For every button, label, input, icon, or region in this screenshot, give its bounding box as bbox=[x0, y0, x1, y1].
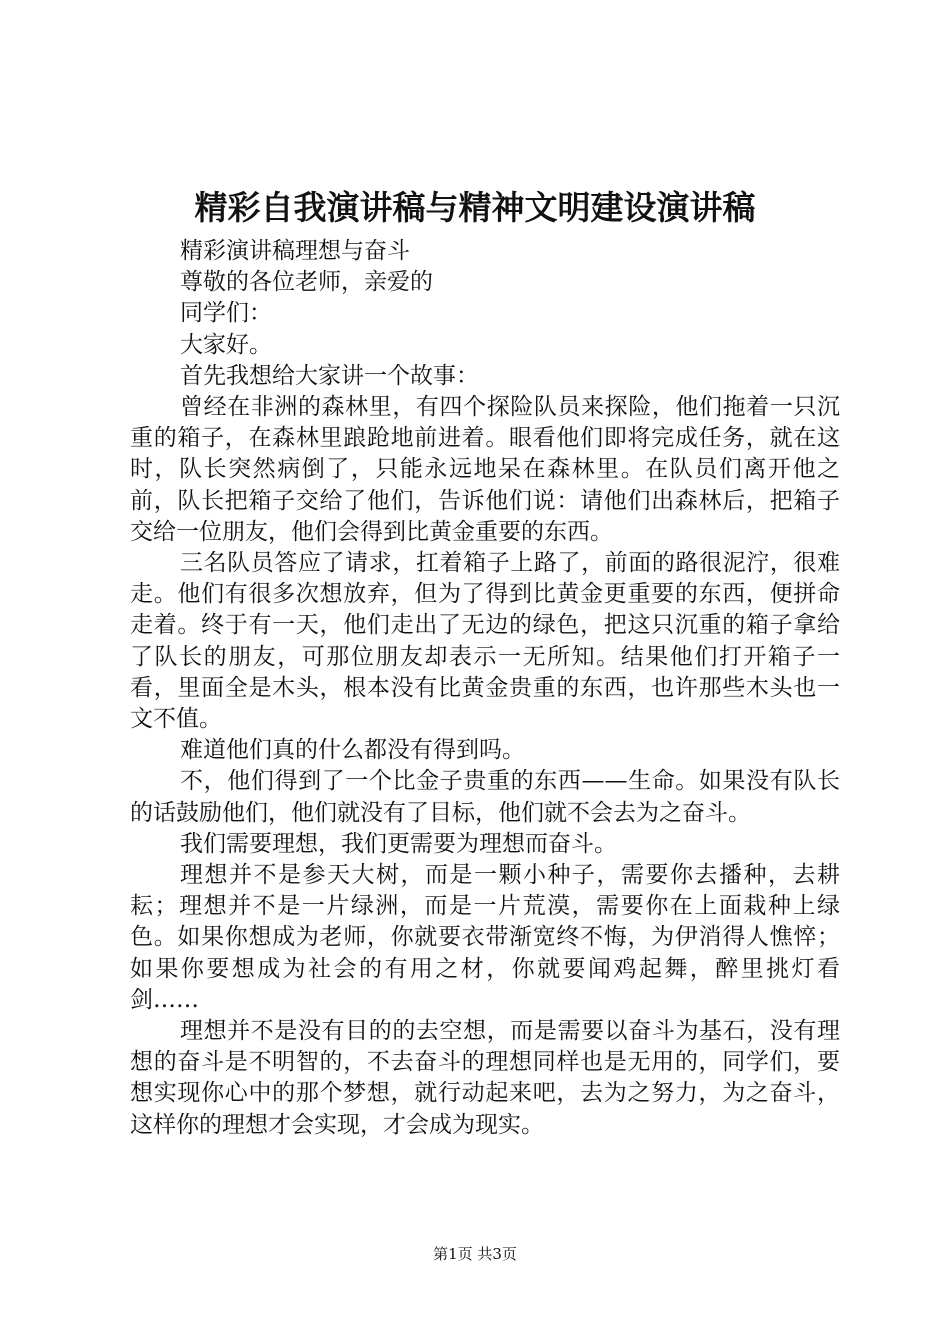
paragraph-answer: 不，他们得到了一个比金子贵重的东西——生命。如果没有队长的话鼓励他们，他们就没有了目标，他们就不会去为之奋斗。 bbox=[130, 768, 840, 826]
paragraph-greeting: 大家好。 bbox=[180, 331, 272, 358]
paragraph-ideal-2: 理想并不是没有目的的去空想，而是需要以奋斗为基石，没有理想的奋斗是不明智的，不去奋斗的理想同样也是无用的，同学们，要想实现你心中的那个梦想，就行动起来吧，去为之努力，为之奋斗，这样你的理想才会实现，才会成为现实。 bbox=[130, 1018, 840, 1138]
paragraph-salutation-cont: 同学们： bbox=[180, 300, 272, 327]
paragraph-question: 难道他们真的什么都没有得到吗。 bbox=[180, 737, 525, 764]
paragraph-ideal-1: 理想并不是参天大树，而是一颗小种子，需要你去播种，去耕耘；理想并不是一片绿洲，而是一片荒漠，需要你在上面栽种上绿色。如果你想成为老师，你就要衣带渐宽终不悔，为伊消得人憔悴；如果你要想成为社会的有用之材，你就要闻鸡起舞，醉里挑灯看剑…… bbox=[130, 862, 840, 1013]
paragraph-intro: 首先我想给大家讲一个故事： bbox=[180, 362, 479, 389]
paragraph-story-1: 曾经在非洲的森林里，有四个探险队员来探险，他们拖着一只沉重的箱子，在森林里踉跄地前进着。眼看他们即将完成任务，就在这时，队长突然病倒了，只能永远地呆在森林里。在队员们离开他之前，队长把箱子交给了他们，告诉他们说：请他们出森林后，把箱子交给一位朋友，他们会得到比黄金重要的东西。 bbox=[130, 394, 840, 545]
document-title: 精彩自我演讲稿与精神文明建设演讲稿 bbox=[194, 188, 756, 227]
paragraph-salutation: 尊敬的各位老师，亲爱的 bbox=[180, 269, 433, 296]
paragraph-thesis: 我们需要理想，我们更需要为理想而奋斗。 bbox=[180, 830, 617, 857]
document-body bbox=[130, 236, 840, 1141]
page-footer: 第1页 共3页 bbox=[433, 1245, 517, 1263]
paragraph-subtitle: 精彩演讲稿理想与奋斗 bbox=[180, 238, 410, 264]
paragraph-story-2: 三名队员答应了请求，扛着箱子上路了，前面的路很泥泞，很难走。他们有很多次想放弃，但为了得到比黄金更重要的东西，便拼命走着。终于有一天，他们走出了无边的绿色，把这只沉重的箱子拿给了队长的朋友，可那位朋友却表示一无所知。结果他们打开箱子一看，里面全是木头，根本没有比黄金贵重的东西，也许那些木头也一文不值。 bbox=[130, 550, 840, 733]
